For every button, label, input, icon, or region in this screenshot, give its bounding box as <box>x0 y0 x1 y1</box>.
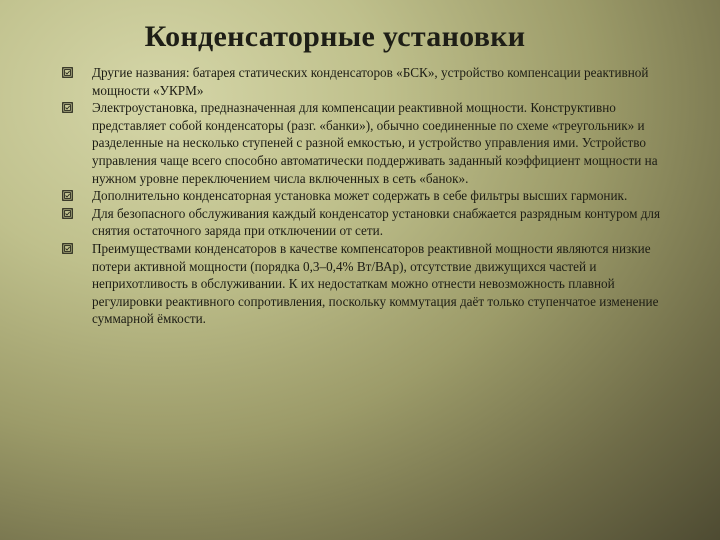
bullet-text: Другие названия: батарея статических конденсаторов «БСК», устройство компенсации реактивной мощности «УКРМ» <box>92 65 649 98</box>
bullet-text: Для безопасного обслуживания каждый конденсатор установки снабжается разрядным контуром для снятия остаточного заряда при отключении от сети. <box>92 205 661 239</box>
bullet-item <box>62 187 662 205</box>
checkbox-square-icon <box>62 102 73 113</box>
bullet-item <box>62 64 662 99</box>
bullet-text: Дополнительно конденсаторная установка может содержать в себе фильтры высших гармоник. <box>92 188 628 204</box>
checkbox-square-icon <box>62 67 73 78</box>
bullet-item <box>62 240 662 328</box>
checkbox-square-icon <box>62 208 73 219</box>
checkbox-square-icon <box>62 243 73 254</box>
bullet-text: Преимуществами конденсаторов в качестве компенсаторов реактивной мощности являются низкие потери активной мощности (порядка 0,3–0,4% Вт/ВАр), отсутствие движущихся частей и неприхотливость в обслуживании. К их недостаткам можно отнести невозможность плавной регулировки реактивного сопротивления, поскольку коммутация даёт только ступенчатое изменение суммарной ёмкости. <box>92 240 659 327</box>
bullet-item <box>62 205 662 240</box>
bullet-text: Электроустановка, предназначенная для компенсации реактивной мощности. Конструктивно представляет собой конденсаторы (разг. «банки»), обычно соединенные по схеме «треугольник» и разделенные на несколько ступеней с разной емкостью, и устройство управления ими. Устройство управления чаще всего способно автоматически поддерживать заданный коэффициент мощности на нужном уровне переключением числа включенных в сеть «банок». <box>92 100 658 186</box>
slide-title: Конденсаторные установки <box>144 20 526 53</box>
bullet-list <box>62 64 662 328</box>
checkbox-square-icon <box>62 190 73 201</box>
bullet-item <box>62 99 662 187</box>
